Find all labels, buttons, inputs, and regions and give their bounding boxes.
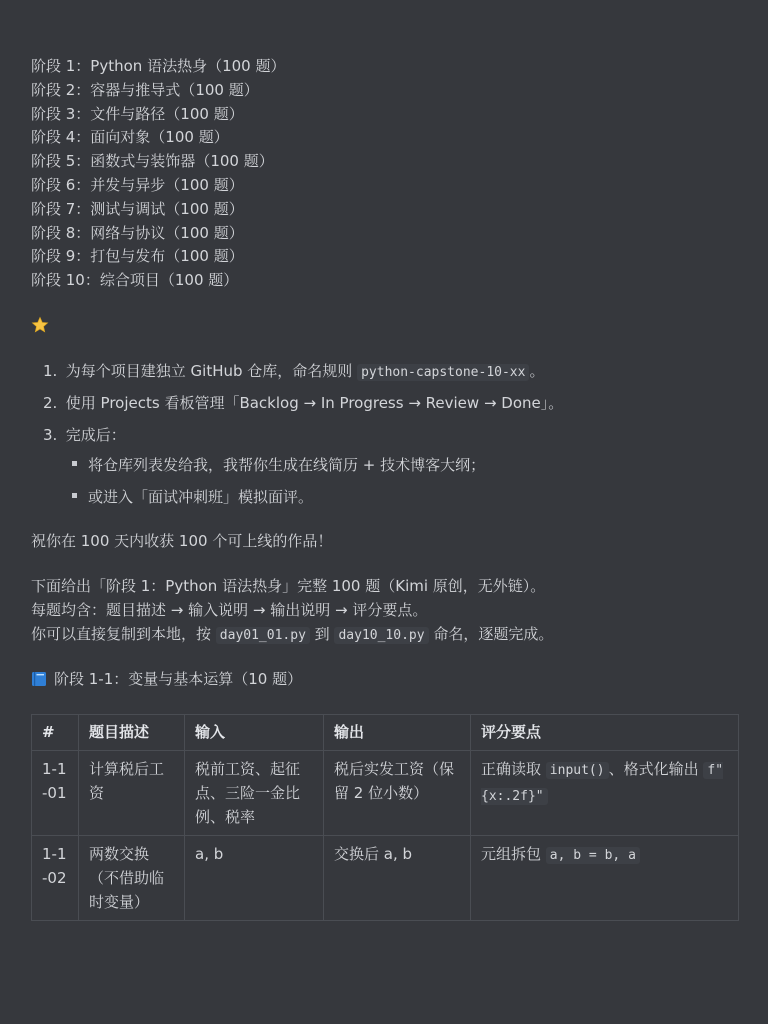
- table-cell: 元组拆包 a, b = b, a: [471, 836, 739, 921]
- table-cell: 两数交换（不借助临时变量）: [79, 836, 185, 921]
- stage-item: 阶段 8：网络与协议（100 题）: [31, 223, 244, 242]
- question-table: [31, 714, 739, 921]
- table-cell: a, b: [185, 836, 324, 921]
- stage-item: 阶段 4：面向对象（100 题）: [31, 128, 229, 147]
- table-row: [32, 836, 739, 921]
- table-row: [32, 751, 739, 836]
- inline-code: input(): [546, 762, 609, 779]
- filename-code: day10_10.py: [334, 627, 428, 644]
- list-item: 2. 使用 Projects 看板管理「Backlog → In Progress → Review → Done」。: [43, 394, 564, 412]
- list-item: 3. 完成后：: [43, 426, 126, 444]
- column-header: 题目描述: [79, 715, 185, 751]
- stage-item: 阶段 5：函数式与装饰器（100 题）: [31, 152, 274, 171]
- inline-code: f"{x:.2f}": [481, 763, 724, 804]
- book-icon: [31, 670, 47, 686]
- inline-code: a, b = b, a: [546, 847, 640, 864]
- step-list: [31, 359, 563, 455]
- stage-item: 阶段 3：文件与路径（100 题）: [31, 104, 244, 123]
- stage-list: [31, 55, 285, 293]
- section-title: 阶段 1-1：变量与基本运算（10 题）: [31, 667, 302, 691]
- star-icon: [31, 316, 49, 340]
- table-cell: 计算税后工资: [79, 751, 185, 836]
- table-cell: 税后实发工资（保留 2 位小数）: [324, 751, 471, 836]
- intro-paragraph: 下面给出「阶段 1：Python 语法热身」完整 100 题（Kimi 原创，无外链）。 每题均含：题目描述 → 输入说明 → 输出说明 → 评分要点。 你可以直接复制到本地，按 day01_01.py 到 day10_10.py 命名，逐题完成。: [31, 577, 554, 643]
- stage-item: 阶段 9：打包与发布（100 题）: [31, 247, 244, 266]
- table-cell: 正确读取 input() 、格式化输出 f"{x:.2f}": [471, 751, 739, 836]
- stage-item: 阶段 6：并发与异步（100 题）: [31, 175, 244, 194]
- repo-name-code: python-capstone-10-xx: [357, 364, 529, 381]
- column-header: 输入: [185, 715, 324, 751]
- column-header: #: [32, 715, 79, 751]
- stage-item: 阶段 10：综合项目（100 题）: [31, 271, 239, 290]
- wish-text: 祝你在 100 天内收获 100 个可上线的作品！: [31, 532, 333, 550]
- table-cell: 税前工资、起征点、三险一金比例、税率: [185, 751, 324, 836]
- list-item: 1. 为每个项目建独立 GitHub 仓库，命名规则 python-capstone-10-xx 。: [43, 362, 545, 380]
- list-item: 或进入「面试冲刺班」模拟面评。: [72, 485, 485, 517]
- column-header: 输出: [324, 715, 471, 751]
- list-item: 将仓库列表发给我，我帮你生成在线简历 + 技术博客大纲；: [72, 453, 485, 485]
- column-header: 评分要点: [471, 715, 739, 751]
- stage-item: 阶段 2：容器与推导式（100 题）: [31, 80, 259, 99]
- table-header-row: [32, 715, 739, 751]
- filename-code: day01_01.py: [216, 627, 310, 644]
- sub-bullet-list: [72, 453, 485, 517]
- table-cell: 交换后 a, b: [324, 836, 471, 921]
- table-cell: 1-1-02: [32, 836, 79, 921]
- stage-item: 阶段 7：测试与调试（100 题）: [31, 199, 244, 218]
- table-cell: 1-1-01: [32, 751, 79, 836]
- stage-item: 阶段 1：Python 语法热身（100 题）: [31, 57, 286, 75]
